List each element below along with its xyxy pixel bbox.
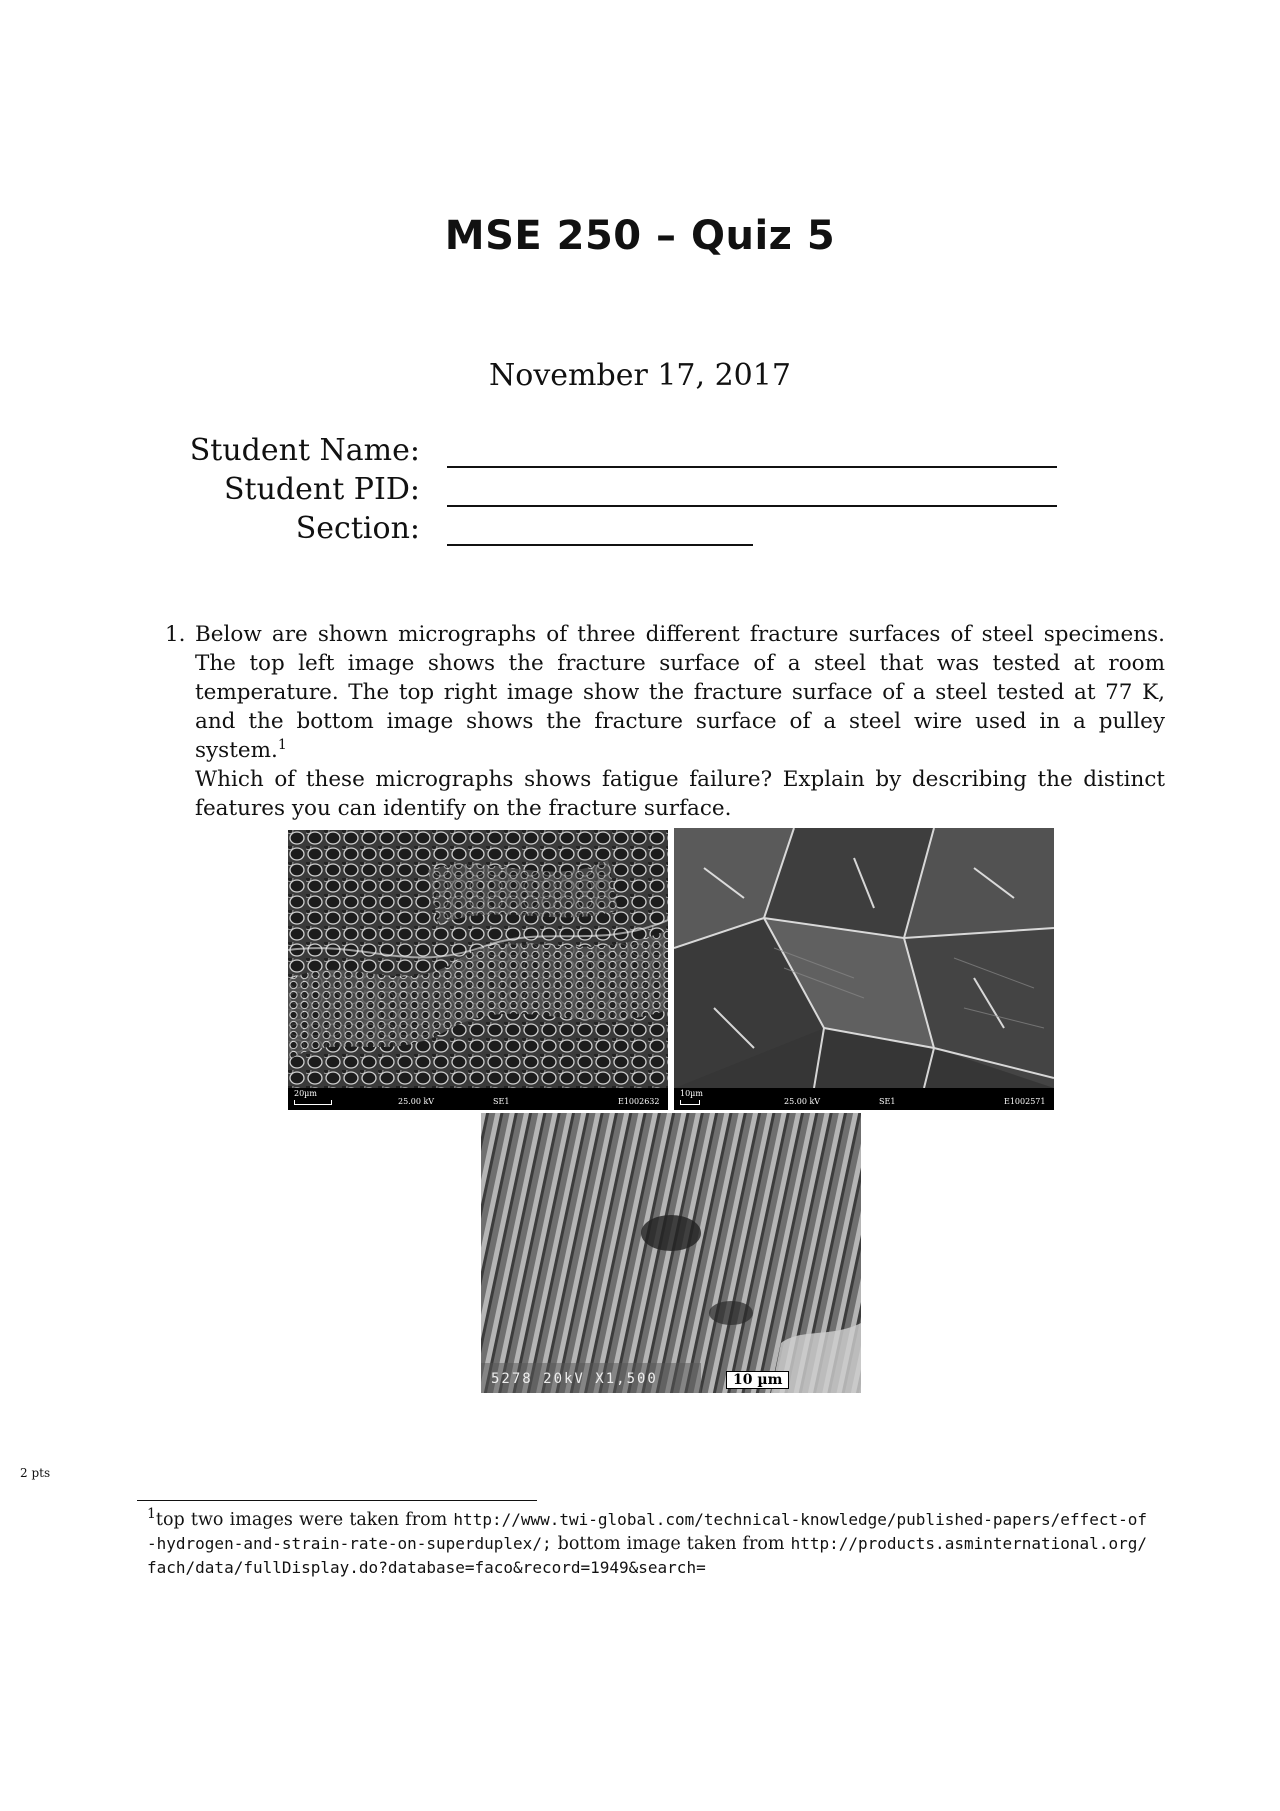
footnote-middle: bottom image taken from <box>557 1534 785 1554</box>
brittle-fracture-image <box>674 828 1054 1088</box>
bottom-info-label: 5278 20kV X1,500 <box>491 1371 658 1387</box>
micrograph-bottom <box>481 1113 861 1393</box>
student-name-line[interactable] <box>447 466 1057 468</box>
footnote-link-1[interactable]: http://www.twi-global.com/technical-knowledge/published-papers/effect-of-hydrogen-and-strain-rate-on-superduplex/; <box>147 1510 1147 1553</box>
section-label: Section: <box>295 511 420 546</box>
kv-label: 25.00 kV <box>784 1097 821 1106</box>
scale-label: 10µm <box>680 1089 703 1098</box>
sem-info-bar <box>674 1088 1054 1110</box>
footnote-marker: 1 <box>147 1506 156 1523</box>
image-id-label: E1002571 <box>1004 1097 1046 1106</box>
footnote-link-2[interactable]: http://products.asminternational.org/fach/data/fullDisplay.do?database=faco&record=1949&search= <box>147 1534 1147 1577</box>
footnote-mark: 1 <box>277 736 287 753</box>
mode-label: SE1 <box>493 1097 510 1106</box>
fatigue-striations-image <box>481 1113 861 1393</box>
question-text: Below are shown micrographs of three different fracture surfaces of steel specimens. The top left image shows the fracture surface of a steel that was tested at room temperature. The top right image show the fracture surface of a steel tested at 77 K, and the bottom image shows the fracture surface of a steel wire used in a pulley system.$^1$ <box>195 622 1165 763</box>
footnote-rule <box>137 1500 537 1501</box>
question-prompt: Which of these micrographs shows fatigue failure? Explain by describing the distinct features you can identify on the fracture surface. <box>195 767 1165 821</box>
footnote-prefix: top two images were taken from <box>155 1510 448 1530</box>
image-id-label: E1002632 <box>618 1097 660 1106</box>
quiz-title: MSE 250 – Quiz 5 <box>444 213 836 259</box>
kv-label: 25.00 kV <box>398 1097 435 1106</box>
scale-bar <box>294 1100 332 1105</box>
ductile-fracture-image <box>288 830 668 1088</box>
question-number: 1. <box>165 622 186 647</box>
micrograph-top-right <box>674 828 1054 1110</box>
student-pid-line[interactable] <box>447 505 1057 507</box>
student-name-label: Student Name: <box>189 433 420 468</box>
bottom-scale-label: 10 µm <box>726 1371 789 1389</box>
mode-label: SE1 <box>879 1097 896 1106</box>
quiz-date: November 17, 2017 <box>489 358 791 393</box>
scale-label: 20µm <box>294 1089 317 1098</box>
student-pid-label: Student PID: <box>224 472 420 507</box>
section-line[interactable] <box>447 544 753 546</box>
footnote <box>147 1508 1147 1580</box>
scale-bar <box>680 1100 700 1105</box>
micrograph-top-left <box>288 830 668 1110</box>
points-label: 2 pts <box>20 1466 51 1480</box>
sem-info-bar <box>288 1088 668 1110</box>
